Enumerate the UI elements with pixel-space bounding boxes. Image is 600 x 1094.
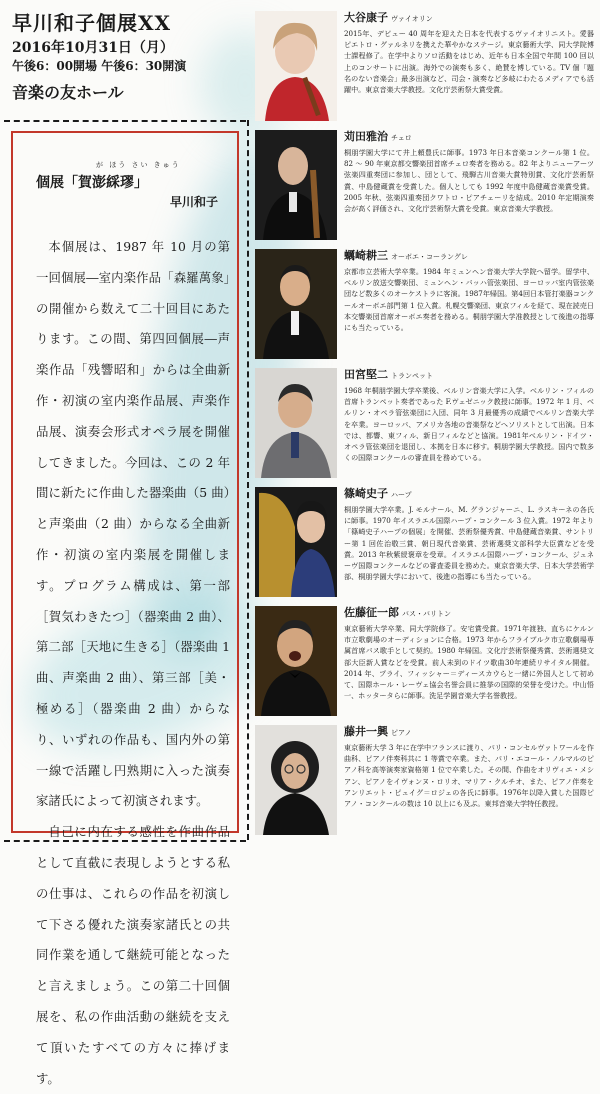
concert-title: 早川和子個展XX [12, 11, 172, 35]
artist-bio: 1968 年桐朋学園大学卒業後、ベルリン音楽大学に入学。ベルリン・フィルの首席トランペット奏者であった F.ヴェゼニック教授に師事。1972 年 1 月、ベルリン・オペラ管弦楽団に入団、同年 3 月最優秀の成績でベルリン音楽大学を卒業。ヨーロッパ、アメリカ各地の音楽祭などへソリストとして出演。日本では、都響、東フィル、新日フィルなどと協演。1981年ベルリン・ドイツ・オペラ管弦楽団を退団し、本拠を日本に移す。桐朋学園大学教授。国内で数多くの国際コンクールの審査員を務めている。 [344, 386, 594, 463]
artist-name: 篠崎史子 [344, 487, 388, 500]
artist-instrument: トランペット [391, 372, 433, 380]
essay-title-ruby: が ほう さい きゅう [96, 161, 181, 169]
artist-instrument: ハープ [391, 491, 412, 499]
artist-profile [255, 722, 595, 841]
artist-instrument: チェロ [391, 134, 412, 142]
concert-time: 午後6：00開場 午後6：30開演 [12, 59, 187, 73]
artist-photo [255, 487, 337, 597]
artist-name: 苅田雅治 [344, 130, 388, 143]
artist-photo [255, 606, 337, 716]
top-divider [4, 120, 246, 122]
artist-list [255, 8, 595, 841]
artist-bio: 京都市立芸術大学卒業。1984 年ミュンヘン音楽大学大学院へ留学。留学中、ベルリン放送交響楽団、ミュンヘン・バッハ管弦楽団、ヨーロッパ室内管弦楽団など数多くのオーケストラに客演。1987年帰国。第4回日本管打楽器コンクールオーボエ部門第 1 位入賞。札幌交響楽団、東京フィルを経て、現在読売日本交響楽団首席オーボエ奏者を務める。桐朋学園大学准教授として後進の指導にも当たっている。 [344, 267, 594, 333]
artist-photo [255, 130, 337, 240]
essay-body [36, 232, 230, 1094]
artist-bio: 桐朋学園大学にて井上頼豊氏に師事。1973 年日本音楽コンクール第 1 位。82 〜 90 年東京都交響楽団首席チェロ奏者を務める。82 年よりニューアーツ弦楽四重奏団に参加し、団として、飛騨古川音楽大賞特別賞、文化庁芸術祭賞、中島健蔵賞を受賞した。個人としても 1992 年度中島健蔵音楽賞受賞。2005 年秋、弦楽四重奏団クワトロ・ピアチェーリを結成。2010 年定期演奏会が高く評価され、文化庁芸術祭大賞を受賞。東京音楽大学教授。 [344, 148, 594, 214]
essay-title: 個展「賀澎綵璆」 [36, 175, 148, 191]
artist-name: 田宮堅二 [344, 368, 388, 381]
artist-instrument: ヴァイオリン [391, 15, 433, 23]
concert-date: 2016年10月31日（月） [12, 40, 174, 56]
artist-photo [255, 249, 337, 359]
artist-name: 大谷康子 [344, 11, 388, 24]
artist-bio: 桐朋学園大学卒業。J. モルナール、M. グランジャーニ、L. ラスキーネの各氏に師事。1970 年イスラエル国際ハープ・コンクール 3 位入賞。1972 年より「篠崎史子ハープの個展」を開催、芸術祭優秀賞、中島健蔵音楽賞、サントリー第 1 回佐治敬三賞、朝日現代音楽賞、芸術選奨文部科学大臣賞などを受賞。2013 年秋紫綬褒章を受章。イスラエル国際ハープ・コンクール、ジュネーヴ国際コンクールなどの審査委員を務めた。東京音楽大学、日本大学芸術学部、桐朋学園大学において、後進の指導にも当たっている。 [344, 505, 594, 582]
concert-venue: 音楽の友ホール [12, 83, 124, 102]
artist-profile [255, 127, 595, 246]
artist-profile [255, 365, 595, 484]
artist-profile [255, 8, 595, 127]
artist-profile [255, 603, 595, 722]
artist-instrument: オーボエ・コーラングレ [391, 253, 468, 261]
artist-profile [255, 484, 595, 603]
artist-photo [255, 368, 337, 478]
artist-bio: 東京藝術大学 3 年に在学中フランスに渡り、パリ・コンセルヴァトワールを作曲科、ピアノ伴奏科共に 1 等賞で卒業。また、パリ・エコール・ノルマルのピアノ科を高等演奏家資格第 1 位で卒業した。その間、作曲をオリヴィエ・メシアン、ピアノをイヴォンヌ・ロリオ、マリア・クルチオ、また、ピアノ伴奏をアンリエット・ピュイグ＝ロジェの各氏に師事。1976年以降入賞した国際ピアノ・コンクールの数は 10 以上にも及ぶ。東邦音楽大学特任教授。 [344, 743, 594, 809]
artist-bio: 東京藝術大学卒業、同大学院修了。安宅賞受賞。1971年渡独、直ちにケルン市立歌劇場のオーディションに合格。1973 年からフライブルク市立歌劇場専属首席バス歌手として契約。1980 年帰国。文化庁芸術祭優秀賞、芸術選奨文部大臣新人賞などを受賞。前人未到のドイツ歌曲30年連続リサイタル開催。2014 年、プライ、フィッシャー＝ディースカウらと一緒に外国人として初めて、国際ホール・レーヴェ協会名誉会員に推挙の国際的栄誉を受けた。中山悟一、ホッタータらに師事。洗足学園音楽大学名誉教授。 [344, 624, 594, 701]
artist-name: 佐藤征一郎 [344, 606, 399, 619]
column-divider [247, 120, 249, 840]
artist-name: 蠣崎耕三 [344, 249, 388, 262]
artist-instrument: バス・バリトン [402, 610, 451, 618]
artist-instrument: ピアノ [391, 729, 412, 737]
essay-paragraph-2: 自己に内在する感性を作曲作品として直截に表現しようとする私の仕事は、これらの作品を初演して下さる優れた演奏家諸氏との共同作業を通して継続可能となったと言えましょう。この第二十回個展を、私の作曲活動の継続を支えて頂いたすべての方々に捧げます。 [36, 824, 230, 1086]
artist-profile [255, 246, 595, 365]
artist-name: 藤井一興 [344, 725, 388, 738]
artist-photo [255, 725, 337, 835]
concert-header [12, 10, 257, 105]
artist-photo [255, 11, 337, 121]
artist-bio: 2015年、デビュー 40 周年を迎えた日本を代表するヴァイオリニスト。愛器ピエトロ・グァルネリを携えた華やかなステージ。東京藝術大学、同大学院博士課程修了。在学中よりソロ活動をはじめ、近年も日本全国で年間 100 回以上のコンサートに出演。海外での演奏も多く、絶賛を博している。TV 個「題名のない音楽会」最多出演など、司会・演奏など多岐にわたるメディアでも活躍中。東京音楽大学教授。文化庁芸術祭大賞受賞。 [344, 29, 594, 95]
essay-paragraph-1: 本個展は、1987 年 10 月の第一回個展―室内楽作品「森羅萬象」の開催から数えて二十回目にあたります。この間、第四回個展―声楽作品「残響昭和」からは全曲新作・初演の室内楽作品展、声楽作品展、演奏会形式オペラ展を開催してきました。今回は、この 2 年間に新たに作曲した器楽曲（5 曲）と声楽曲（2 曲）からなる全曲新作・初演の室内楽展を開催します。プログラム構成は、第一部［賀気わきたつ］（器楽曲 2 曲）、第二部［天地に生きる］（器楽曲 1 曲、声楽曲 2 曲）、第三部［美・極める］（器楽曲 2 曲）からなり、いずれの作品も、国内外の第一線で活躍し円熟期に入った演奏家諸氏によって初演されます。 [36, 239, 230, 809]
essay-author: 早川和子 [170, 195, 219, 209]
